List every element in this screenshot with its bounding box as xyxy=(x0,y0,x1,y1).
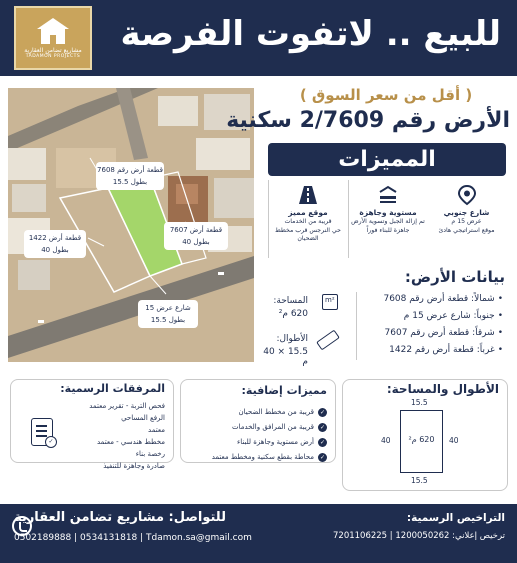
company-logo xyxy=(14,6,92,70)
data-divider xyxy=(356,292,357,360)
attachment-item: رخصة بناء xyxy=(135,450,165,458)
location-pin-icon xyxy=(456,184,478,206)
road-icon xyxy=(297,184,319,206)
feature-prime-location-sub2: حي النرجس قرب مخطط الضحيان xyxy=(275,226,341,242)
contact-title: للتواصل: مشاريع تضامن العقارية xyxy=(14,510,226,525)
boundary-east: • شرقاً: قطعة أرض رقم 7607 xyxy=(353,325,503,342)
feature-level-ready-sub1: تم إزالة الجبل وتسوية الأرض xyxy=(351,218,425,225)
dimensions-card xyxy=(342,379,508,491)
attachment-item: فحص التربة - تقرير معتمد xyxy=(89,402,165,410)
house-icon xyxy=(33,18,73,44)
extra-features-title: مميزات إضافية: xyxy=(241,384,327,397)
check-seal-icon: ✓ xyxy=(45,436,57,448)
attachment-item: الرفع المساحي xyxy=(121,414,165,422)
check-icon: ✓ xyxy=(319,409,326,416)
area-icon xyxy=(322,294,338,310)
plot-area-label: 620 م² xyxy=(408,435,435,444)
attachments-title: المرفقات الرسمية: xyxy=(60,382,165,395)
dimensions-title: الأطوال والمساحة: xyxy=(386,382,499,396)
dim-top: 15.5 xyxy=(411,398,428,407)
extra-features-card xyxy=(180,379,336,463)
feature-south-street xyxy=(427,180,506,258)
area-label: المساحة: xyxy=(273,296,308,306)
boundary-west: • غرباً: قطعة أرض رقم 1422 xyxy=(353,342,503,359)
check-icon: ✓ xyxy=(319,454,326,461)
list-item xyxy=(187,405,327,420)
features-banner: المميزات xyxy=(268,143,506,176)
below-market-tag: ( أقل من سعر السوق ) xyxy=(299,86,473,104)
contact-details[interactable]: 0502189888 | 0534131818 | Tdamon.sa@gmail.com xyxy=(14,533,252,543)
boundary-north: • شمالاً: قطعة أرض رقم 7608 xyxy=(353,291,503,308)
feature-prime-location-sub1: قريبة من الخدمات xyxy=(284,218,332,225)
feature-south-street-sub1: عرض 15 م xyxy=(451,218,482,225)
attachments-card xyxy=(10,379,174,470)
attachments-list xyxy=(55,400,165,472)
check-icon: ✓ xyxy=(319,439,326,446)
feature-prime-location xyxy=(268,180,347,258)
label-plot-7608 xyxy=(96,162,164,190)
label-plot-7608-name: قطعة أرض رقم 7608 xyxy=(97,166,163,174)
license-numbers: ترخيص إعلاني: 1200050262 | 7201106225 xyxy=(333,531,505,541)
label-plot-1422 xyxy=(24,230,86,258)
dim-right: 40 xyxy=(449,436,459,445)
area-value: 620 م² xyxy=(278,309,308,319)
extra-feature-text: محاطة بقطع سكنية ومخطط معتمد xyxy=(211,453,314,461)
ruler-icon xyxy=(316,330,340,351)
attachment-item: معتمد xyxy=(148,426,165,434)
label-plot-7607-name: قطعة أرض 7607 xyxy=(169,226,223,234)
feature-south-street-sub2: موقع استراتيجي هادئ xyxy=(438,226,495,234)
satellite-map xyxy=(8,88,254,362)
feature-level-ready xyxy=(348,180,427,258)
extra-feature-text: قريبة من مخطط الضحيان xyxy=(238,408,314,416)
list-item xyxy=(187,420,327,435)
land-boundaries xyxy=(353,291,503,359)
label-plot-7607 xyxy=(164,222,228,250)
footer xyxy=(0,504,517,563)
label-plot-1422-length: بطول 40 xyxy=(41,246,69,254)
feature-prime-location-title: موقع مميز xyxy=(288,208,328,217)
attachment-item: مخطط هندسي - معتمد xyxy=(97,438,165,446)
check-icon: ✓ xyxy=(319,424,326,431)
label-street xyxy=(138,300,198,328)
header-banner xyxy=(0,0,517,76)
logo-arabic-text: مشاريع تضامن العقارية xyxy=(24,46,82,54)
label-plot-1422-name: قطعة أرض 1422 xyxy=(28,234,82,242)
label-plot-7608-length: بطول 15.5 xyxy=(112,178,148,186)
feature-level-ready-title: مستوية وجاهزة xyxy=(359,208,417,217)
dimensions-value: 15.5 × 40 م xyxy=(263,347,308,367)
dimensions-label: الأطوال: xyxy=(276,334,308,344)
headline: للبيع .. لاتفوت الفرصة xyxy=(120,14,501,54)
extra-feature-text: قريبة من المرافق والخدمات xyxy=(231,423,314,431)
extra-feature-text: أرض مستوية وجاهزة للبناء xyxy=(236,438,314,446)
attachment-item: صادرة وجاهزة للتنفيذ xyxy=(103,462,165,470)
dim-bottom: 15.5 xyxy=(411,476,428,485)
logo-english-text: TADAMON PROJECTS xyxy=(25,53,81,59)
features-row xyxy=(268,180,506,258)
label-plot-7607-length: بطول 40 xyxy=(182,238,210,246)
land-title: الأرض رقم 2/7609 سكنية xyxy=(226,108,510,133)
list-item xyxy=(187,450,327,465)
extra-features-list xyxy=(187,405,327,465)
label-street-name: شارع عرض 15 xyxy=(145,304,191,312)
dim-left: 40 xyxy=(381,436,391,445)
label-street-length: بطول 15.5 xyxy=(150,316,186,324)
feature-level-ready-sub2: جاهزة للبناء فوراً xyxy=(366,226,410,234)
plot-diagram xyxy=(400,410,443,473)
license-title: التراخيص الرسمية: xyxy=(406,512,505,524)
leveled-ground-icon xyxy=(377,184,399,206)
list-item xyxy=(187,435,327,450)
feature-south-street-title: شارع جنوبي xyxy=(443,208,490,217)
boundary-south: • جنوباً: شارع عرض 15 م xyxy=(353,308,503,325)
area-icon-text: m² xyxy=(325,296,335,304)
land-data-title: بيانات الأرض: xyxy=(404,268,505,286)
